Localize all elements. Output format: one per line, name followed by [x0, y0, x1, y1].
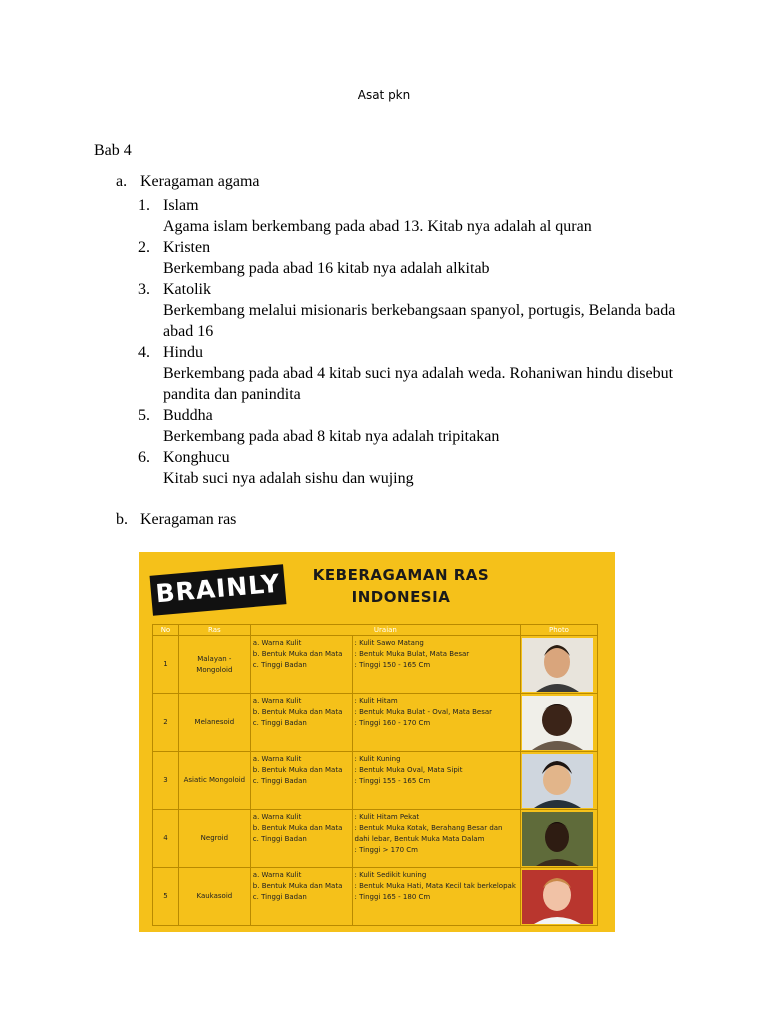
- infographic-title: KEBERAGAMAN RAS INDONESIA: [312, 566, 490, 606]
- section-a-label: a.: [116, 173, 128, 190]
- religion-desc: Berkembang pada abad 4 kitab suci nya adalah weda. Rohaniwan hindu disebut pandita dan panindita: [163, 365, 674, 403]
- photo-cell: [520, 810, 597, 868]
- list-item: 2. Kristen Berkembang pada abad 16 kitab nya adalah alkitab: [138, 237, 678, 279]
- religion-desc: Berkembang pada abad 16 kitab nya adalah alkitab: [163, 260, 490, 277]
- religion-name: Katolik: [163, 281, 211, 298]
- section-b-heading: [116, 511, 236, 529]
- table-header-row: [153, 625, 598, 636]
- race-infographic: [139, 552, 615, 932]
- list-item: 1. Islam Agama islam berkembang pada abad 13. Kitab nya adalah al quran: [138, 195, 678, 237]
- section-a-heading: [116, 173, 259, 191]
- photo-cell: [520, 636, 597, 694]
- row-attributes: a. Warna Kulit b. Bentuk Muka dan Mata c. Tinggi Badan: [250, 752, 352, 810]
- table-row: [153, 694, 598, 752]
- chapter-title: Bab 4: [94, 142, 132, 159]
- row-values: : Kulit Kuning : Bentuk Muka Oval, Mata Sipit : Tinggi 155 - 165 Cm: [352, 752, 520, 810]
- row-attributes: a. Warna Kulit b. Bentuk Muka dan Mata c. Tinggi Badan: [250, 810, 352, 868]
- race-table: [152, 624, 598, 926]
- row-values: : Kulit Sedikit kuning : Bentuk Muka Hati, Mata Kecil tak berkelopak : Tinggi 165 - 180 Cm: [352, 868, 520, 926]
- face-photo: [522, 812, 593, 866]
- row-ras: Asiatic Mongoloid: [178, 752, 250, 810]
- row-no: 2: [153, 694, 179, 752]
- table-row: [153, 868, 598, 926]
- face-photo: [522, 638, 593, 692]
- row-values: : Kulit Hitam : Bentuk Muka Bulat - Oval, Mata Besar : Tinggi 160 - 170 Cm: [352, 694, 520, 752]
- photo-cell: [520, 752, 597, 810]
- list-item: 5. Buddha Berkembang pada abad 8 kitab nya adalah tripitakan: [138, 405, 678, 447]
- row-ras: Kaukasoid: [178, 868, 250, 926]
- face-photo: [522, 870, 593, 924]
- table-row: [153, 752, 598, 810]
- section-b-label: b.: [116, 511, 128, 528]
- face-photo: [522, 696, 593, 750]
- header-no: No: [153, 625, 179, 636]
- row-attributes: a. Warna Kulit b. Bentuk Muka dan Mata c. Tinggi Badan: [250, 868, 352, 926]
- row-ras: Melanesoid: [178, 694, 250, 752]
- header-photo: Photo: [520, 625, 597, 636]
- header-ras: Ras: [178, 625, 250, 636]
- religion-desc: Berkembang melalui misionaris berkebangsaan spanyol, portugis, Belanda bada abad 16: [163, 302, 676, 340]
- religion-desc: Kitab suci nya adalah sishu dan wujing: [163, 470, 414, 487]
- list-item: 3. Katolik Berkembang melalui misionaris berkebangsaan spanyol, portugis, Belanda bada abad 16: [138, 279, 678, 342]
- table-row: [153, 810, 598, 868]
- table-row: [153, 636, 598, 694]
- face-photo: [522, 754, 593, 808]
- list-item: 6. Konghucu Kitab suci nya adalah sishu dan wujing: [138, 447, 678, 489]
- row-no: 1: [153, 636, 179, 694]
- row-values: : Kulit Hitam Pekat : Bentuk Muka Kotak, Berahang Besar dan dahi lebar, Bentuk Muka Mata Dalam : Tinggi > 170 Cm: [352, 810, 520, 868]
- religion-list: [138, 195, 678, 489]
- religion-name: Buddha: [163, 407, 213, 424]
- religion-name: Konghucu: [163, 449, 230, 466]
- row-attributes: a. Warna Kulit b. Bentuk Muka dan Mata c. Tinggi Badan: [250, 636, 352, 694]
- religion-desc: Berkembang pada abad 8 kitab nya adalah tripitakan: [163, 428, 500, 445]
- row-no: 5: [153, 868, 179, 926]
- brainly-logo: BRAINLY: [150, 564, 287, 616]
- row-values: : Kulit Sawo Matang : Bentuk Muka Bulat, Mata Besar : Tinggi 150 - 165 Cm: [352, 636, 520, 694]
- section-b-title: Keragaman ras: [140, 511, 237, 528]
- row-no: 4: [153, 810, 179, 868]
- row-ras: Malayan - Mongoloid: [178, 636, 250, 694]
- religion-desc: Agama islam berkembang pada abad 13. Kitab nya adalah al quran: [163, 218, 592, 235]
- photo-cell: [520, 694, 597, 752]
- header-uraian: Uraian: [250, 625, 520, 636]
- document-header: Asat pkn: [357, 88, 411, 102]
- list-item: 4. Hindu Berkembang pada abad 4 kitab suci nya adalah weda. Rohaniwan hindu disebut pandita dan panindita: [138, 342, 678, 405]
- religion-name: Islam: [163, 197, 199, 214]
- row-ras: Negroid: [178, 810, 250, 868]
- religion-name: Kristen: [163, 239, 211, 256]
- section-a-title: Keragaman agama: [140, 173, 260, 190]
- row-no: 3: [153, 752, 179, 810]
- religion-name: Hindu: [163, 344, 203, 361]
- row-attributes: a. Warna Kulit b. Bentuk Muka dan Mata c. Tinggi Badan: [250, 694, 352, 752]
- photo-cell: [520, 868, 597, 926]
